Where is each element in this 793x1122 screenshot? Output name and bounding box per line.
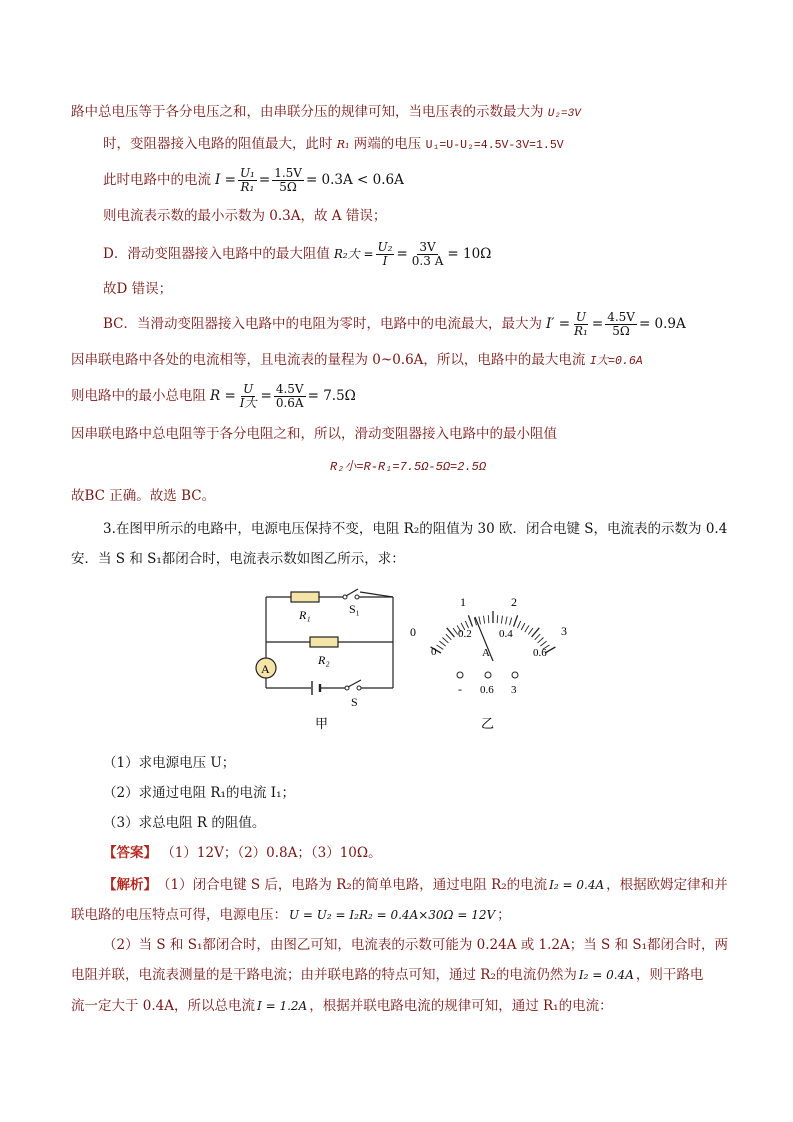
dial-tick — [468, 615, 472, 626]
text-line — [103, 134, 564, 156]
dial-tick — [521, 623, 525, 630]
analysis-text: ； — [497, 907, 511, 923]
text: 因串联电路中总电阻等于各分电阻之和，所以，滑动变阻器接入电路中的最小阻值 — [71, 426, 557, 442]
scale-bottom-04: 0.4 — [499, 628, 513, 640]
scale-top-3: 3 — [561, 624, 567, 638]
question-text: 3.在图甲所示的电路中，电源电压保持不变，电阻 R₂的阻值为 30 欧．闭合电键 S，电流表的示数为 0.4 — [103, 521, 728, 537]
equation: = 7.5Ω — [307, 388, 356, 404]
analysis-text: （1）闭合电键 S 后，电路为 R₂的简单电路，通过电阻 R₂的电流 — [157, 877, 548, 893]
caption-jia: 甲 — [315, 716, 329, 731]
terminal-3 — [512, 672, 518, 678]
text-line — [103, 162, 404, 198]
scale-bottom-0: 0 — [431, 646, 437, 658]
text: 因串联电路中各处的电流相等，且电流表的量程为 0~0.6A，所以，电路中的最大电流 — [71, 352, 586, 368]
scale-top-1: 1 — [460, 595, 466, 609]
equation: U = U₂ = I₂R₂ = 0.4A×30Ω = 12V — [289, 908, 496, 922]
equation: = 0.3A < 0.6A — [305, 172, 404, 188]
equation: I₂ = 0.4A — [549, 878, 605, 892]
equals: = — [258, 172, 271, 188]
numerator: U₁ — [239, 165, 255, 180]
equation: = 0.9A — [638, 316, 686, 332]
answer-text: （1）12V；（2）0.8A；（3）10Ω。 — [161, 845, 382, 861]
analysis-line — [71, 903, 511, 927]
subquestion — [103, 753, 235, 773]
numerator: 4.5V — [607, 309, 635, 324]
dial-tick — [506, 617, 508, 625]
fraction — [238, 383, 259, 410]
text-line — [71, 424, 557, 444]
text-line — [71, 486, 215, 506]
subquestion-text: （2）求通过电阻 R₁的电流 I₁； — [103, 785, 295, 801]
text-line: BC．当滑动变阻器接入电路中的电阻为零时，电路中的电流最大，最大为 I′ = $\frac{U}{\text{R₁}}$ = $\frac{4.5V}{5\Omega}$ = 0.9A — [103, 309, 686, 338]
equation-symbol: R₂大 = — [333, 247, 374, 261]
terminal-neg — [457, 672, 463, 678]
caption-yi: 乙 — [481, 716, 495, 731]
text: 故D 错误； — [103, 281, 173, 297]
text: 则电路中的最小总电阻 — [71, 388, 206, 404]
scale-bottom-06: 0.6 — [533, 647, 547, 659]
text: BC．当滑动变阻器接入电路中的电阻为零时，电路中的电流最大，最大为 — [103, 316, 542, 332]
analysis-text: 联电路的电压特点可得，电源电压： — [71, 907, 287, 923]
fraction — [272, 167, 304, 194]
text: 时，变阻器接入电路的阻值最大，此时 — [103, 136, 333, 152]
resistor-r2 — [310, 637, 338, 647]
denominator: 5Ω — [279, 179, 297, 194]
equation: I = 1.2A — [257, 999, 308, 1013]
subquestion — [103, 813, 265, 833]
equation-symbol: I = — [215, 172, 236, 188]
equation: U₁=U-U₂=4.5V-3V=1.5V — [425, 139, 564, 152]
subquestion-text: （1）求电源电压 U； — [103, 755, 236, 771]
terminal-label-3: 3 — [511, 684, 517, 696]
equation: R₂小=R-R₁=7.5Ω-5Ω=2.5Ω — [330, 460, 487, 474]
fraction — [274, 383, 306, 410]
analysis-text: 流一定大于 0.4A，所以总电流 — [71, 998, 256, 1014]
label-r1: R₁ — [299, 608, 311, 622]
resistor-r1 — [291, 592, 319, 602]
denominator: 5Ω — [612, 323, 630, 338]
equation: = 10Ω — [447, 246, 492, 262]
dial-tick — [538, 638, 544, 643]
analysis-text: 电阻并联，电流表测量的是干路电流；由并联电路的特点可知，通过 R₂的电流仍然为 — [71, 967, 577, 983]
analysis-line — [71, 994, 613, 1018]
dial-tick — [528, 628, 533, 635]
text-line — [103, 279, 172, 299]
dial-tick — [514, 615, 518, 626]
numerator: 1.5V — [274, 165, 302, 180]
equation: I大=0.6A — [589, 355, 643, 368]
denominator: 0.3 A — [411, 253, 444, 268]
dial-tick — [535, 634, 541, 640]
numerator: 3V — [419, 239, 436, 254]
question-line — [103, 519, 727, 539]
scale-bottom-02: 0.2 — [458, 628, 472, 640]
dial-tick — [437, 645, 444, 649]
equation: I₂ = 0.4A — [578, 968, 634, 982]
meter-unit: A — [482, 647, 490, 659]
question-text: 安．当 S 和 S₁都闭合时，电流表示数如图乙所示，求： — [71, 551, 405, 567]
text: 故BC 正确。故选 BC。 — [71, 488, 216, 504]
denominator: I — [382, 253, 388, 268]
label-r2: R₂ — [318, 653, 330, 667]
text-line: 则电路中的最小总电阻 R = $\frac{U}{\text{I大}}$ = $\frac{4.5V}{0.6A}$ = 7.5Ω — [71, 381, 356, 410]
text: D．滑动变阻器接入电路中的最大阻值 — [103, 246, 330, 262]
scale-top-2: 2 — [511, 595, 517, 609]
terminal-label-neg: - — [458, 682, 462, 696]
circuit-figure — [255, 585, 585, 735]
analysis-line — [103, 873, 728, 897]
dial-tick — [446, 634, 452, 640]
text-line — [330, 456, 486, 477]
dial-tick — [453, 628, 458, 635]
dial-tick — [484, 616, 485, 624]
subquestion-text: （3）求总电阻 R 的阻值。 — [103, 815, 266, 831]
text: 此时电路中的电流 — [103, 172, 211, 188]
figure-svg — [255, 585, 585, 735]
dial-tick — [525, 625, 529, 632]
battery-icon — [312, 681, 320, 695]
dial-tick — [540, 641, 546, 646]
fraction — [238, 167, 257, 194]
analysis-line — [103, 935, 728, 955]
switch-s — [345, 680, 361, 690]
fraction — [572, 311, 590, 338]
analysis-text: ，则干路电 — [635, 967, 704, 983]
fraction — [605, 311, 637, 338]
text-line — [103, 206, 386, 226]
dial-tick — [510, 618, 512, 626]
text-line: D．滑动变阻器接入电路中的最大阻值 R₂大 = $\frac{\text{U₂}}{I}$ = $\frac{3V}{0.3 A}$ = 10Ω — [103, 239, 492, 268]
analysis-text: （2）当 S 和 S₁都闭合时，由图乙可知，电流表的示数可能为 0.24A 或 1.2A；当 S 和 S₁都闭合时，两 — [103, 937, 729, 953]
dial-tick — [517, 621, 520, 628]
denominator: 0.6A — [275, 395, 304, 410]
dial-tick — [439, 641, 445, 646]
dial-tick — [479, 617, 481, 625]
denominator: I大 — [239, 395, 257, 410]
label-s1: S₁ — [349, 602, 360, 616]
denominator: R₁ — [574, 323, 588, 338]
answer-line — [103, 843, 382, 863]
numerator: U₂ — [377, 239, 393, 254]
text: 则电流表示数的最小示数为 0.3A，故 A 错误； — [103, 208, 387, 224]
denominator: R₁ — [240, 179, 255, 194]
equation: U₂=3V — [547, 108, 581, 120]
numerator: U — [575, 309, 586, 324]
fraction — [376, 241, 395, 268]
numerator: U — [243, 381, 254, 396]
dial-tick — [443, 638, 449, 643]
subquestion — [103, 783, 295, 803]
analysis-text: ，根据欧姆定律和并 — [606, 877, 728, 893]
text-line — [71, 350, 643, 372]
fraction — [410, 241, 446, 268]
dial-tick — [501, 616, 502, 624]
answer-tag: 【答案】 — [103, 845, 157, 861]
text: 路中总电压等于各分电压之和，由串联分压的规律可知，当电压表的示数最大为 — [71, 104, 544, 120]
text: 两端的电压 — [353, 136, 422, 152]
analysis-line — [71, 963, 703, 987]
analysis-tag: 【解析】 — [103, 877, 157, 893]
switch-s1 — [343, 589, 359, 599]
terminal-label-06: 0.6 — [480, 684, 494, 696]
equation-symbol: I′ = — [546, 316, 571, 332]
scale-top-0: 0 — [410, 625, 416, 639]
text-line — [71, 102, 581, 124]
dial-tick — [497, 615, 498, 623]
equation-symbol: R = — [210, 388, 236, 404]
dial-tick — [488, 615, 489, 623]
label-s: S — [351, 695, 358, 709]
terminal-06 — [485, 672, 491, 678]
numerator: 4.5V — [275, 381, 304, 396]
question-line — [71, 549, 405, 569]
ammeter-label: A — [261, 662, 270, 676]
analysis-text: ，根据并联电路电流的规律可知，通过 R₁的电流： — [309, 998, 613, 1014]
symbol: R₁ — [336, 138, 350, 151]
